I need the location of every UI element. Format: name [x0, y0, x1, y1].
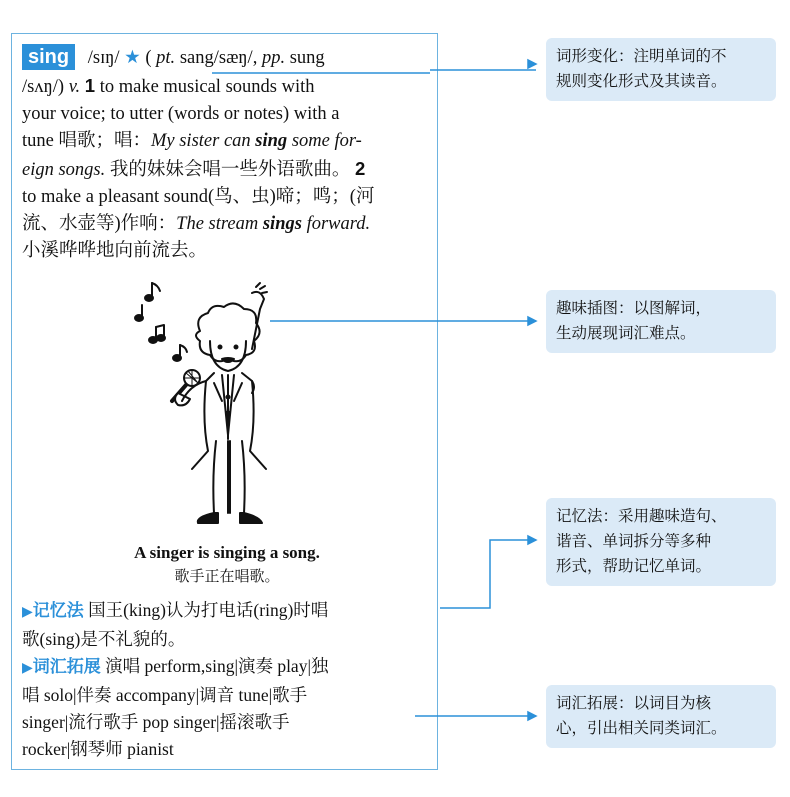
sense-number-2: 2	[355, 158, 366, 179]
past-tense-form: sang/sæŋ/,	[179, 48, 258, 68]
paren-close: )	[57, 77, 65, 97]
note-illustration-line-1: 趣味插图：以图解词，	[556, 299, 712, 317]
example2-a: The stream	[176, 214, 259, 234]
vocab-text-2: 唱 solo|伴奏 accompany|调音 tune|歌手	[22, 685, 308, 705]
vocab-text-1: 演唱 perform,sing|演奏 play|独	[105, 656, 329, 676]
note-inflection-line-2: 规则变化形式及其读音。	[556, 72, 727, 90]
sense1-def-c: tune 唱歌；唱：	[22, 131, 151, 151]
example1-translation: 我的妹妹会唱一些外语歌曲。	[109, 160, 351, 180]
star-icon: ★	[124, 48, 141, 68]
note-inflection	[546, 38, 776, 101]
note-vocab-line-2: 心，引出相关同类词汇。	[556, 719, 727, 737]
memory-text-2: 歌(sing)是不礼貌的。	[22, 629, 186, 649]
note-memory-line-3: 形式，帮助记忆单词。	[556, 557, 712, 575]
pronunciation: /sɪŋ/	[87, 48, 120, 68]
example1-b: some for-	[291, 131, 362, 151]
illustration-caption-zh: 歌手正在唱歌。	[174, 567, 280, 585]
example2-b: forward.	[306, 214, 371, 234]
note-inflection-line-1: 词形变化：注明单词的不	[556, 47, 727, 65]
sense2-def-b: 流、水壶等)作响：	[22, 214, 177, 234]
example1-c: eign songs.	[22, 160, 106, 180]
note-vocab-line-1: 词汇拓展：以词目为核	[556, 694, 712, 712]
example2-translation: 小溪哗哗地向前流去。	[22, 241, 208, 261]
triangle-bullet-icon: ▶	[22, 661, 33, 676]
headword: sing	[22, 44, 75, 70]
example1-headword: sing	[255, 131, 288, 151]
sense2-def-a: to make a pleasant sound(鸟、虫)啼；鸣；(河	[22, 187, 375, 207]
note-memory	[546, 498, 776, 586]
illustration-caption-en: A singer is singing a song.	[134, 543, 320, 562]
note-illustration	[546, 290, 776, 353]
example2-headword: sings	[262, 214, 302, 234]
past-participle-form: sung	[289, 48, 325, 68]
paren-open: (	[145, 48, 152, 68]
vocab-text-4: rocker|钢琴师 pianist	[22, 739, 174, 759]
example1-a: My sister can	[150, 131, 251, 151]
part-of-speech: v.	[68, 77, 81, 97]
past-participle-label: pp.	[261, 48, 286, 68]
sense-number-1: 1	[84, 75, 96, 96]
note-vocab	[546, 685, 776, 748]
vocab-tag: 词汇拓展	[32, 657, 101, 677]
sense1-def-a: to make musical sounds with	[99, 77, 315, 97]
sense1-def-b: your voice; to utter (words or notes) with a	[22, 104, 340, 124]
past-participle-pron: /sʌŋ/	[22, 77, 58, 97]
vocab-text-3: singer|流行歌手 pop singer|摇滚歌手	[22, 712, 290, 732]
note-memory-line-2: 谐音、单词拆分等多种	[556, 532, 712, 550]
note-illustration-line-2: 生动展现词汇难点。	[556, 324, 696, 342]
note-memory-line-1: 记忆法：采用趣味造句、	[556, 507, 727, 525]
memory-text-1: 国王(king)认为打电话(ring)时唱	[88, 600, 329, 620]
past-tense-label: pt.	[156, 48, 176, 68]
triangle-bullet-icon: ▶	[22, 605, 33, 620]
memory-tag: 记忆法	[32, 601, 84, 621]
